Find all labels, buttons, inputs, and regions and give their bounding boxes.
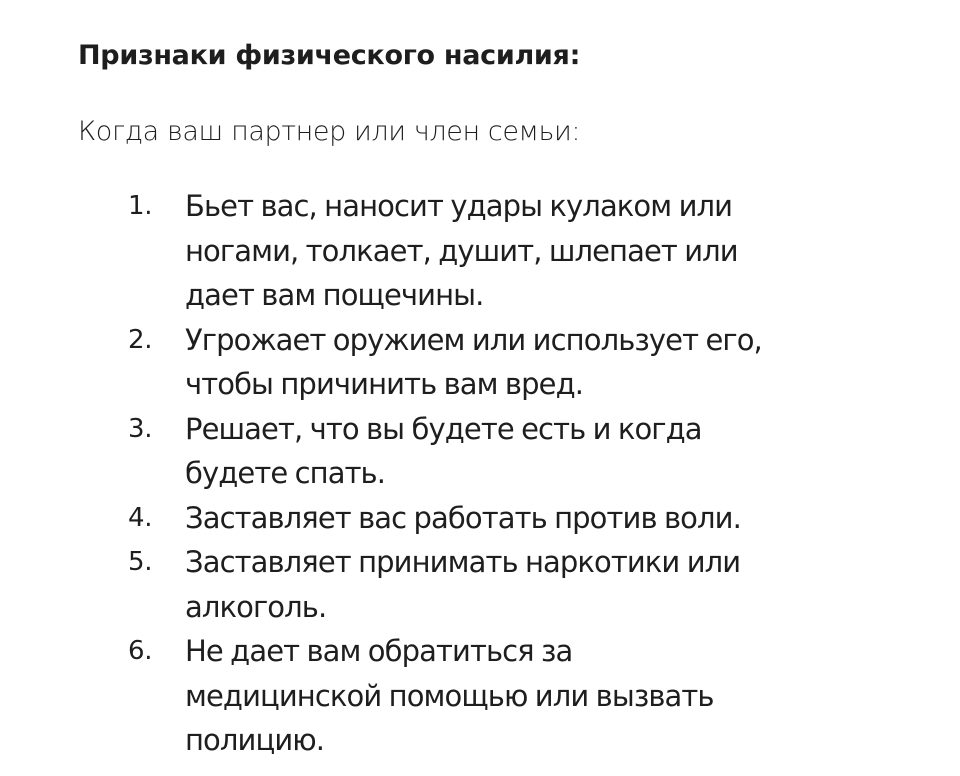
list-item-number: 1.: [128, 191, 153, 221]
list-item-text: [185, 629, 885, 763]
text-line: Бьет вас, наносит удары кулаком или: [185, 189, 733, 223]
list-item-number: 5.: [128, 547, 153, 577]
text-line: Заставляет принимать наркотики или: [185, 545, 741, 579]
text-line: Угрожает оружием или использует его,: [185, 322, 762, 357]
list-item: [128, 184, 928, 318]
text-line: медицинской помощью или вызвать: [185, 678, 714, 713]
document-title: Признаки физического насилия:: [78, 40, 581, 71]
signs-list: [128, 184, 928, 763]
list-item-text: [185, 184, 885, 318]
list-item-number: 6.: [128, 636, 153, 666]
list-item: [128, 407, 928, 496]
text-line: Заставляет вас работать против воли.: [185, 500, 741, 535]
list-item: [128, 629, 928, 763]
list-item-number: 4.: [128, 502, 153, 533]
list-item-text: [185, 540, 885, 629]
list-item-text: [185, 496, 885, 541]
list-item: [128, 496, 928, 541]
text-line: Решает, что вы будете есть и когда: [185, 411, 702, 446]
list-item-number: 2.: [128, 324, 153, 355]
text-line: Не дает вам обратиться за: [185, 634, 573, 668]
text-line: чтобы причинить вам вред.: [185, 367, 584, 401]
list-item: [128, 318, 928, 407]
text-line: полицию.: [185, 723, 325, 757]
intro-text: Когда ваш партнер или член семьи:: [78, 116, 581, 147]
list-item-text: [185, 318, 885, 407]
list-item: [128, 540, 928, 629]
text-line: ногами, толкает, душит, шлепает или: [185, 233, 738, 268]
list-item-number: 3.: [128, 413, 153, 444]
text-line: дает вам пощечины.: [185, 278, 484, 312]
text-line: алкоголь.: [185, 589, 327, 624]
list-item-text: [185, 407, 885, 496]
text-line: будете спать.: [185, 456, 386, 490]
